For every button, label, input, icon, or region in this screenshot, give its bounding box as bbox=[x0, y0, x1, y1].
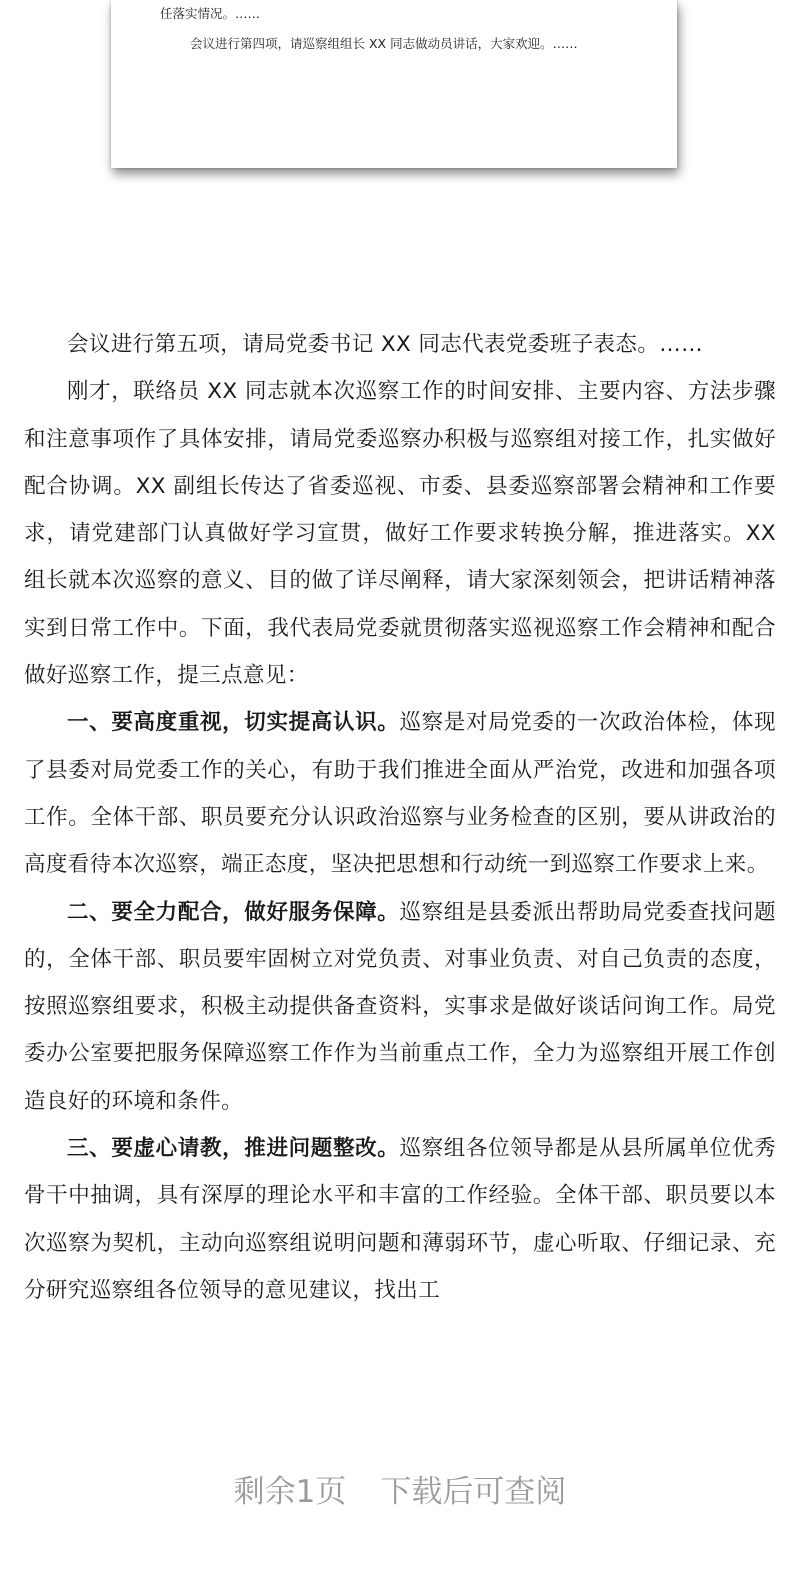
remaining-pages-count: 剩余1页 bbox=[233, 1474, 347, 1510]
paragraph bbox=[24, 889, 776, 1125]
paragraph-text: 巡察组是县委派出帮助局党委查找问题的，全体干部、职员要牢固树立对党负责、对事业负责、对自己负责的态度，按照巡察组要求，积极主动提供备查资料，实事求是做好谈话问询工作。局党委办公室要把服务保障巡察工作作为当前重点工作，全力为巡察组开展工作创造良好的环境和条件。 bbox=[24, 899, 776, 1114]
paragraph-text: 巡察组各位领导都是从县所属单位优秀骨干中抽调，具有深厚的理论水平和丰富的工作经验。全体干部、职员要以本次巡察为契机，主动向巡察组说明问题和薄弱环节，虚心听取、仔细记录、充分研究巡察组各位领导的意见建议，找出工 bbox=[24, 1136, 776, 1303]
paragraph-heading: 一、要高度重视，切实提高认识。 bbox=[67, 710, 400, 736]
paragraph-heading: 二、要全力配合，做好服务保障。 bbox=[67, 899, 400, 925]
remaining-pages-notice[interactable] bbox=[0, 1462, 800, 1522]
preview-line-2: 会议进行第四项，请巡察组组长 XX 同志做动员讲话，大家欢迎。…… bbox=[190, 36, 578, 51]
paragraph-heading: 三、要虚心请教，推进问题整改。 bbox=[67, 1136, 400, 1162]
paragraph-text: 巡察是对局党委的一次政治体检，体现了县委对局党委工作的关心，有助于我们推进全面从严治党，改进和加强各项工作。全体干部、职员要充分认识政治巡察与业务检查的区别，要从讲政治的高度看待本次巡察，端正态度，坚决把思想和行动统一到巡察工作要求上来。 bbox=[24, 710, 776, 878]
document-body bbox=[24, 321, 776, 1314]
download-to-view-label: 下载后可查阅 bbox=[380, 1474, 567, 1510]
previous-page-preview bbox=[111, 0, 677, 168]
preview-line-1: 任落实情况。…… bbox=[160, 6, 261, 21]
paragraph: 刚才，联络员 XX 同志就本次巡察工作的时间安排、主要内容、方法步骤和注意事项作了具体安排，请局党委巡察办积极与巡察组对接工作，扎实做好配合协调。XX 副组长传达了省委巡视、市委、县委巡察部署会精神和工作要求，请党建部门认真做好学习宣贯，做好工作要求转换分解，推进落实。XX 组长就本次巡察的意义、目的做了详尽阐释，请大家深刻领会，把讲话精神落实到日常工作中。下面，我代表局党委就贯彻落实巡视巡察工作会精神和配合做好巡察工作，提三点意见： bbox=[24, 379, 776, 689]
paragraph bbox=[24, 1125, 776, 1314]
paragraph bbox=[24, 699, 776, 888]
paragraph: 会议进行第五项，请局党委书记 XX 同志代表党委班子表态。…… bbox=[67, 332, 704, 357]
